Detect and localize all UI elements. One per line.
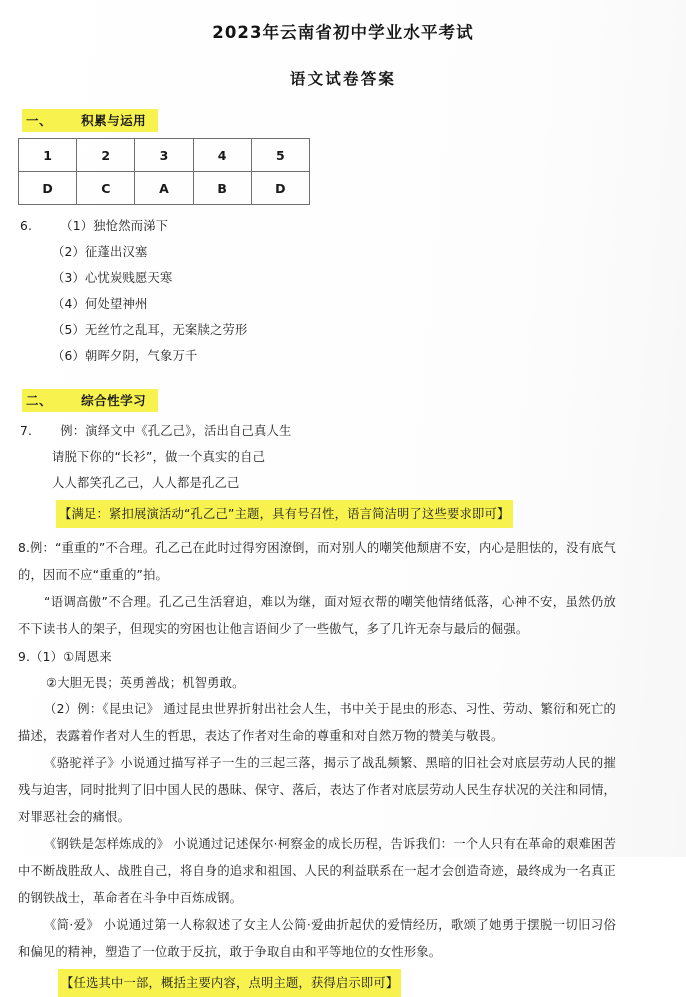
- page-subtitle: 语文试卷答案: [289, 70, 397, 88]
- section-one: [0, 89, 686, 132]
- table-row-answers: [19, 172, 310, 205]
- question-7-number: 7.: [20, 424, 33, 438]
- table-cell-answer-1: D: [19, 172, 77, 205]
- question-6-item-2: （2）征蓬出汉塞: [52, 245, 148, 259]
- question-6: [0, 213, 686, 369]
- question-8-paragraph-2: “语调高傲”不合理。孔乙己生活窘迫，难以为继，面对短衣帮的嘲笑他情绪低落，心神不安，虽然仍放不下读书人的架子，但现实的穷困也让他言语间少了一些傲气，多了几许无奈与最后的倔强。: [18, 595, 616, 636]
- question-6-number: 6.: [20, 219, 33, 233]
- question-6-item-6: （6）朝晖夕阴，气象万千: [52, 349, 198, 363]
- table-cell-question-1: 1: [19, 139, 77, 172]
- question-9-paragraph-gangtie: 《钢铁是怎样炼成的》 小说通过记述保尔·柯察金的成长历程，告诉我们：一个人只有在革命的艰难困苦中不断战胜敌人、战胜自己，将自身的追求和祖国、人民的利益联系在一起才会创造奇迹，最终成为一名真正的钢铁战士，革命者在斗争中百炼成钢。: [18, 837, 616, 905]
- question-6-item-3: （3）心忧炭贱愿天寒: [52, 271, 173, 285]
- question-6-item-1-text: （1）独怆然而涕下: [60, 219, 169, 233]
- question-9-line-2: ②大胆无畏；英勇善战；机智勇敢。: [46, 676, 245, 690]
- page-title: 2023年云南省初中学业水平考试: [212, 23, 474, 42]
- question-6-item-1: [20, 213, 686, 239]
- answer-table: [18, 138, 310, 205]
- question-9: [0, 644, 686, 997]
- table-cell-answer-5: D: [251, 172, 309, 205]
- table-cell-answer-2: C: [77, 172, 135, 205]
- question-7-line-3: 人人都笑孔乙己，人人都是孔乙己: [52, 476, 240, 490]
- section-two-header: 二、 综合性学习: [22, 389, 158, 412]
- question-7-line-2: 请脱下你的“长衫”，做一个真实的自己: [52, 450, 266, 464]
- question-9-paragraph-jianai: 《简·爱》 小说通过第一人称叙述了女主人公简·爱曲折起伏的爱情经历，歌颂了她勇于摆脱一切旧习俗和偏见的精神，塑造了一位敢于反抗，敢于争取自由和平等地位的女性形象。: [18, 918, 616, 959]
- question-9-paragraph-luotuoxiangzi: 《骆驼祥子》小说通过描写祥子一生的三起三落，揭示了战乱频繁、黑暗的旧社会对底层劳动人民的摧残与迫害，同时批判了旧中国人民的愚昧、保守、落后，表达了作者对底层劳动人民生存状况的关注和同情，对罪恶社会的痛恨。: [18, 756, 616, 824]
- question-7-line-1-text: 例：演绎文中《孔乙己》，活出自己真人生: [60, 424, 292, 438]
- section-one-header: 一、 积累与运用: [22, 109, 158, 132]
- question-8-paragraph-1: 8.例：“重重的”不合理。孔乙己在此时过得穷困潦倒，而对别人的嘲笑他颓唐不安，内心是胆怯的，没有底气的，因而不应“重重的”拍。: [18, 541, 616, 582]
- question-7-line-1: [20, 418, 686, 444]
- table-row-headers: [19, 139, 310, 172]
- table-cell-question-5: 5: [251, 139, 309, 172]
- question-9-highlight-row: [0, 969, 686, 997]
- table-cell-question-3: 3: [135, 139, 193, 172]
- question-6-item-5: （5）无丝竹之乱耳，无案牍之劳形: [52, 323, 248, 337]
- table-cell-question-4: 4: [193, 139, 251, 172]
- question-7: [0, 418, 686, 528]
- table-cell-question-2: 2: [77, 139, 135, 172]
- question-9-line-1: 9.（1）①周恩来: [18, 650, 112, 664]
- question-9-highlight: 【任选其中一部，概括主要内容，点明主题，获得启示即可】: [58, 969, 401, 997]
- question-9-paragraph-kunchongji: （2）例：《昆虫记》 通过昆虫世界折射出社会人生，书中关于昆虫的形态、习性、劳动、繁衍和死亡的描述，表露着作者对人生的哲思，表达了作者对生命的尊重和对自然万物的赞美与敬畏。: [18, 702, 616, 743]
- question-7-highlight-row: [0, 500, 686, 528]
- question-6-item-4: （4）何处望神州: [52, 297, 148, 311]
- table-cell-answer-3: A: [135, 172, 193, 205]
- question-8: [0, 535, 686, 643]
- table-cell-answer-4: B: [193, 172, 251, 205]
- question-7-highlight: 【满足：紧扣展演活动“孔乙己”主题，具有号召性，语言简洁明了这些要求即可】: [56, 500, 513, 528]
- section-two: [0, 369, 686, 412]
